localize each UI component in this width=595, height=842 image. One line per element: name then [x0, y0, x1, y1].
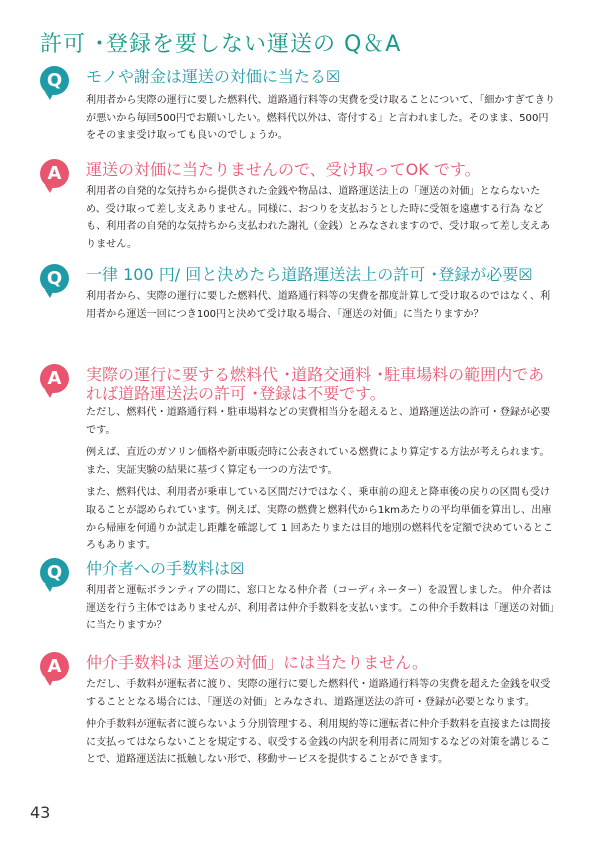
question-heading: 仲介者への手数料は☒ [86, 559, 245, 578]
answer-body [86, 404, 557, 560]
paragraph: 仲介手数料が運転者に渡らないよう分別管理する、利用規約等に運転者に仲介手数料を直接または間接に支払ってはならないことを規定する、収受する金銭の内訳を利用者に周知するなどの対策を講じることで、道路運送法に抵触しない形で、移動サービスを提供することができます。 [86, 719, 551, 766]
paragraph: 利用者の自発的な気持ちから提供された金銭や物品は、道路運送法上の「運送の対価」とならないため、受け取って差し支えありません。同様に、おつりを支払おうとした時に受領を遠慮する行為 なども、利用者の自発的な気持ちから支払われた謝礼（金銭）とみなされますので、受け取って差し支えありません。 [86, 186, 551, 250]
paragraph: ただし、手数料が運転者に渡り、実際の運行に要した燃料代・道路通行料等の実費を超えた金銭を収受することとなる場合には、「運送の対価」とみなされ、道路運送法の許可・登録が必要となります。 [86, 679, 551, 708]
question-heading: モノや謝金は運送の対価に当たる☒ [86, 67, 341, 86]
answer-body [86, 676, 557, 774]
paragraph: 利用者から実際の運行に要した燃料代、道路通行料等の実費を受け取ることについて、「細かすぎてきりが悪いから毎回500円でお願いしたい。燃料代以外は、寄付する」と言われました。そのまま、500円をそのまま受け取っても良いのでしょうか。 [86, 95, 555, 142]
paragraph: また、燃料代は、利用者が乗車している区間だけではなく、乗車前の迎えと降車後の戻りの区間も受け取ることが認められています。例えば、実際の燃費と燃料代から1kmあたりの平均単価を算出し、出庫から帰庫を何通りか試走し距離を確認して 1 回あたりまたは目的地別の燃料代を定額で決めているところもあります。 [86, 487, 554, 552]
paragraph: 利用者から、実際の運行に要した燃料代、道路通行料等の実費を都度計算して受け取るのではなく、利用者から運送一回につき100円と決めて受け取る場合、「運送の対価」に当たりますか？ [86, 291, 551, 320]
answer-heading: 仲介手数料は 運送の対価」には当たりません。 [86, 653, 429, 672]
paragraph: 例えば、直近のガソリン価格や新車販売時に公表されている燃費により算定する方法が考えられます。また、実証実験の結果に基づく算定も一つの方法です。 [86, 447, 550, 476]
answer-badge-icon: A [40, 159, 69, 188]
paragraph: ただし、燃料代・道路通行料・駐車場料などの実費相当分を超えると、道路運送法の許可・登録が必要です。 [86, 407, 551, 436]
question-body [86, 92, 557, 150]
answer-body [86, 183, 557, 258]
page-number: 43 [30, 803, 51, 822]
question-badge-icon: Q [40, 264, 69, 293]
answer-badge-icon: A [40, 364, 69, 393]
answer-heading: 運送の対価に当たりませんので、受け取ってOK です。 [86, 160, 481, 179]
question-body [86, 582, 557, 640]
question-body [86, 288, 557, 328]
page-title: 許可 ･登録を要しない運送の Q＆A [40, 32, 402, 57]
answer-heading: 実際の運行に要する燃料代 ･道路交通料 ･駐車場料の範囲内であれば道路運送法の許可 ･登録は不要です。 [86, 365, 545, 403]
question-heading: 一律 100 円/ 回と決めたら道路運送法上の許可 ･登録が必要☒ [86, 265, 533, 284]
question-badge-icon: Q [40, 66, 69, 95]
answer-badge-icon: A [40, 652, 69, 681]
paragraph: 利用者と運転ボランティアの間に、窓口となる仲介者（コーディネーター）を設置しました。 仲介者は運送を行う主体ではありませんが、利用者は仲介手数料を支払います。この仲介手数料は「運送の対価」に当たりますか？ [86, 585, 555, 632]
question-badge-icon: Q [40, 558, 69, 587]
